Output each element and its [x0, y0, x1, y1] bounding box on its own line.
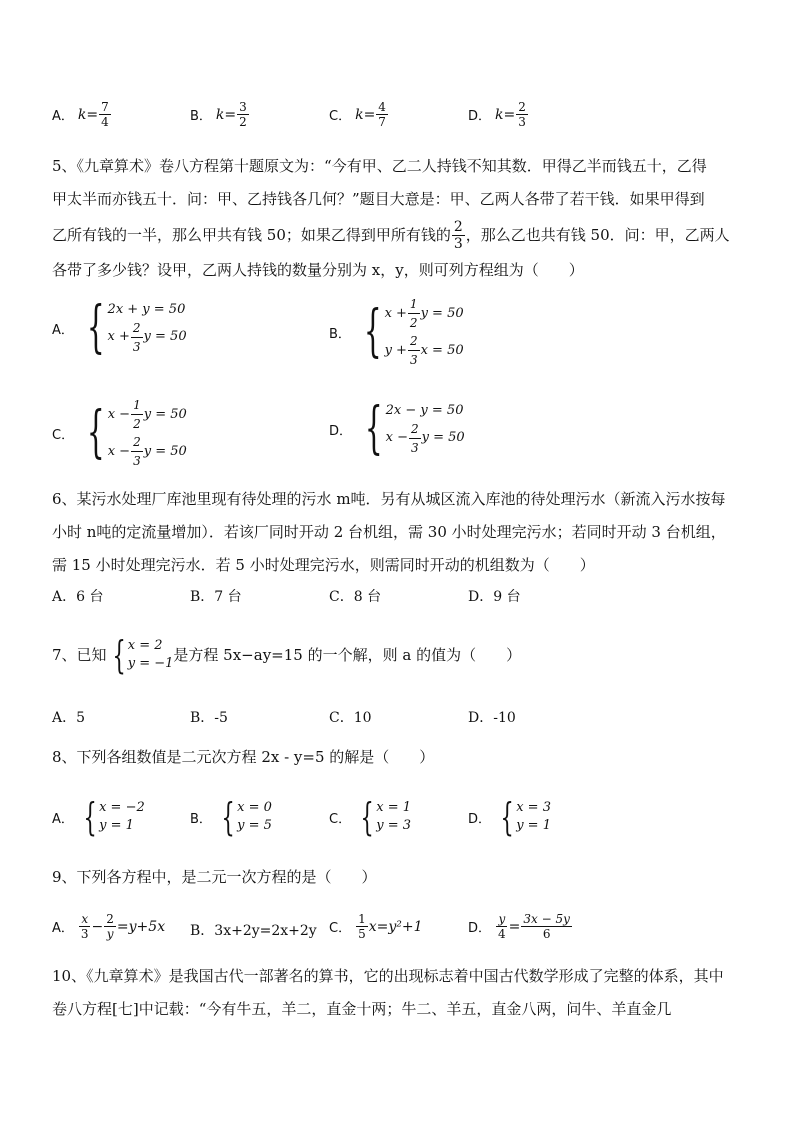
eq-part: x +: [107, 329, 130, 344]
equation: x = 3: [516, 800, 551, 815]
eq-part: y = 50: [420, 305, 464, 321]
question-7-stem: [52, 633, 522, 677]
option-label: D．: [468, 921, 492, 936]
numerator: x: [81, 912, 89, 926]
eq-part: x −: [107, 406, 131, 422]
q8-option-c[interactable]: [329, 795, 412, 839]
option-label: D．: [329, 423, 353, 439]
q6-option-c[interactable]: [329, 586, 381, 606]
denominator: 3: [132, 339, 141, 354]
option-label: A．: [52, 811, 74, 827]
q6-option-d[interactable]: [468, 586, 521, 606]
numerator: 1: [358, 912, 366, 926]
equation: [108, 396, 187, 433]
option-label: B．: [190, 109, 212, 124]
q6-option-b[interactable]: [190, 586, 242, 606]
brace-icon: {: [363, 299, 382, 364]
q7-option-a[interactable]: [52, 707, 85, 727]
equation-system: [78, 295, 187, 360]
fraction: [408, 332, 420, 369]
option-text: B．7 台: [190, 589, 242, 605]
brace-icon: {: [86, 295, 105, 360]
question-9-stem: 9、下列各方程中，是二元一次方程的是（ ）: [52, 868, 377, 886]
option-text: D．9 台: [468, 589, 521, 605]
question-8-stem: 8、下列各组数值是二元次方程 2x - y=5 的解是（ ）: [52, 748, 435, 766]
brace-icon: {: [86, 400, 105, 465]
option-label: D．: [468, 811, 492, 827]
option-label: B．: [329, 326, 351, 342]
equation-system: [355, 795, 412, 839]
equals: =: [363, 106, 376, 123]
q5-line-2: 甲太半而亦钱五十．问：甲、乙持钱各几何？”题目大意是：甲、乙两人各带了若干钱．如果甲得到: [52, 190, 705, 208]
equation: 2x − y = 50: [385, 402, 464, 418]
brace-icon: {: [111, 633, 126, 677]
q5-line-3: [52, 216, 742, 254]
option-text: C．10: [329, 710, 372, 726]
variable: k: [215, 106, 225, 123]
numerator: 2: [408, 332, 420, 351]
equation: x = 2: [127, 638, 163, 653]
numerator: 2: [131, 433, 143, 452]
eq-part: y = 50: [421, 430, 465, 445]
q7-prefix: 7、已知: [52, 645, 107, 664]
eq-part: y = 50: [143, 406, 187, 422]
variable: k: [77, 106, 87, 123]
question-5-stem: [52, 150, 742, 287]
eq-part: x −: [385, 430, 409, 445]
q5-line-3a: 乙所有钱的一半，那么甲共有钱 50；如果乙得到甲所有钱的: [52, 225, 451, 244]
denominator: 3: [80, 927, 89, 941]
denominator: 2: [239, 115, 247, 129]
equation: [386, 420, 465, 457]
denominator: 4: [498, 927, 506, 941]
equals: =: [503, 106, 516, 123]
fraction: [237, 100, 249, 129]
brace-icon: {: [500, 795, 514, 839]
q9-option-d[interactable]: [468, 912, 573, 941]
numerator: y: [498, 912, 506, 926]
equation: y = −1: [127, 656, 174, 671]
equation: [108, 433, 187, 470]
eq-part: y = 50: [143, 329, 187, 344]
numerator: 7: [101, 100, 109, 114]
q5-fraction: [452, 219, 465, 252]
fraction: [376, 100, 388, 129]
q5-option-d[interactable]: [329, 396, 465, 461]
fraction: [131, 433, 143, 470]
brace-icon: {: [364, 396, 383, 461]
numerator: 1: [408, 295, 420, 314]
fraction: [79, 912, 91, 941]
q10-line-1: 10、《九章算术》是我国古代一部著名的算书，它的出现标志着中国古代数学形成了完整的体系，其中: [52, 967, 724, 985]
q9-option-b[interactable]: [190, 920, 317, 940]
equation: [385, 295, 464, 332]
equation-system: [356, 396, 465, 461]
variable: k: [355, 106, 364, 123]
eq-part: y +: [384, 342, 407, 358]
option-label: C．: [329, 109, 352, 124]
equation: x = −2: [99, 800, 145, 815]
fraction: [104, 912, 116, 941]
option-text: D．-10: [468, 710, 516, 726]
q5-line-1: 5、《九章算术》卷八方程第十题原文为：“今有甲、乙二人持钱不知其数．甲得乙半而钱五十，乙得: [52, 157, 707, 175]
equation: y = 1: [99, 818, 134, 833]
denominator: 3: [409, 353, 418, 367]
fraction: [99, 100, 111, 129]
q8-option-d[interactable]: [468, 795, 551, 839]
q6-line-3: 需 15 小时处理完污水．若 5 小时处理完污水，则需同时开动的机组数为（ ）: [52, 556, 595, 574]
numerator: 2: [518, 100, 526, 114]
numerator: 1: [131, 396, 143, 415]
q4-option-a[interactable]: [52, 100, 112, 129]
equation-system: [78, 795, 145, 839]
eq-part: y = 50: [143, 443, 187, 459]
option-text: A．6 台: [52, 589, 104, 605]
denominator: 2: [133, 417, 141, 431]
equation: 2x + y = 50: [107, 301, 186, 317]
q4-option-b[interactable]: [190, 100, 250, 129]
brace-icon: {: [221, 795, 235, 839]
numerator: 3x − 5y: [523, 912, 570, 926]
equation: y = 1: [516, 818, 551, 833]
denominator: 6: [542, 927, 551, 941]
q5-option-c[interactable]: [52, 396, 187, 470]
q8-option-a[interactable]: [52, 795, 145, 839]
numerator: 2: [453, 218, 463, 235]
equation-system: [216, 795, 272, 839]
eq-part: =y+5x: [116, 918, 166, 935]
option-label: C．: [329, 921, 352, 936]
denominator: 5: [358, 927, 366, 941]
denominator: 3: [518, 115, 526, 129]
eq-part: x −: [107, 443, 131, 459]
q8-option-b[interactable]: [190, 795, 272, 839]
fraction: [131, 319, 143, 356]
fraction: [131, 396, 143, 433]
equation: [385, 332, 464, 369]
q5-option-b[interactable]: [329, 295, 464, 369]
fraction: [356, 912, 368, 941]
fraction: [496, 912, 508, 941]
q9-option-a[interactable]: [52, 912, 165, 941]
q10-line-2: 卷八方程[七]中记载：“今有牛五，羊二，直金十两；牛二、羊五，直金八两，问牛、羊直金几: [52, 1000, 672, 1018]
fraction: [409, 420, 421, 457]
q7-option-b[interactable]: [190, 707, 228, 727]
variable: k: [495, 106, 504, 123]
eq-part: x +: [384, 305, 407, 321]
option-text: B．-5: [190, 710, 228, 726]
option-label: D．: [468, 109, 492, 124]
equation: y = 3: [376, 818, 412, 833]
q9-option-c[interactable]: [329, 912, 423, 941]
numerator: 2: [106, 912, 114, 926]
option-label: C．: [329, 811, 352, 827]
eq-part: x = 50: [420, 342, 464, 358]
q5-line-4: 各带了多少钱？设甲，乙两人持钱的数量分别为 x，y，则可列方程组为（ ）: [52, 261, 584, 279]
q6-line-2: 小时 n吨的定流量增加）．若该厂同时开动 2 台机组，需 30 小时处理完污水；若同时开动 3 台机组，: [52, 523, 726, 541]
equation: x = 0: [237, 800, 272, 815]
q7-suffix: 是方程 5x−ay=15 的一个解，则 a 的值为（ ）: [173, 645, 522, 664]
operator: −: [91, 918, 104, 935]
numerator: 2: [409, 420, 421, 439]
option-text: C．8 台: [329, 589, 382, 605]
option-text: B．3x+2y=2x+2y: [190, 923, 317, 939]
q7-option-c[interactable]: [329, 707, 372, 727]
brace-icon: {: [360, 795, 374, 839]
equation: y = 5: [237, 818, 272, 833]
option-label: A．: [52, 322, 74, 338]
q5-option-a[interactable]: [52, 295, 187, 360]
option-label: A．: [52, 921, 74, 936]
equation: [108, 319, 187, 356]
eq-part: x=y²+1: [368, 918, 423, 935]
fraction: [521, 912, 572, 941]
q4-option-d[interactable]: [468, 100, 529, 129]
q5-line-3b: ，那么乙也共有钱 50．问：甲，乙两人: [465, 225, 730, 244]
operator: =: [508, 918, 521, 935]
denominator: 3: [133, 454, 141, 468]
denominator: 3: [411, 440, 419, 455]
question-6-stem: [52, 483, 742, 582]
q4-option-c[interactable]: [329, 100, 389, 129]
question-10-stem: [52, 960, 742, 1026]
denominator: y: [106, 927, 114, 941]
option-text: A．5: [52, 710, 86, 726]
fraction: [408, 295, 420, 332]
q7-option-d[interactable]: [468, 707, 516, 727]
equation-system: [495, 795, 551, 839]
equation-system: [78, 396, 187, 470]
option-label: A．: [52, 109, 74, 124]
brace-icon: {: [83, 795, 97, 839]
numerator: 2: [131, 319, 143, 338]
denominator: 3: [453, 235, 463, 252]
equals: =: [224, 106, 237, 123]
denominator: 4: [101, 115, 109, 129]
denominator: 2: [409, 316, 418, 330]
fraction: [516, 100, 528, 129]
equation-system: [355, 295, 464, 369]
equals: =: [86, 106, 99, 123]
option-label: B．: [190, 811, 212, 827]
q6-line-1: 6、某污水处理厂库池里现有待处理的污水 m吨．另有从城区流入库池的待处理污水（新流入污水按每: [52, 490, 726, 508]
denominator: 7: [378, 115, 386, 129]
q6-option-a[interactable]: [52, 586, 103, 606]
numerator: 3: [239, 100, 247, 114]
option-label: C．: [52, 427, 75, 443]
equation-system: [107, 633, 174, 677]
numerator: 4: [378, 100, 386, 114]
equation: x = 1: [376, 800, 412, 815]
